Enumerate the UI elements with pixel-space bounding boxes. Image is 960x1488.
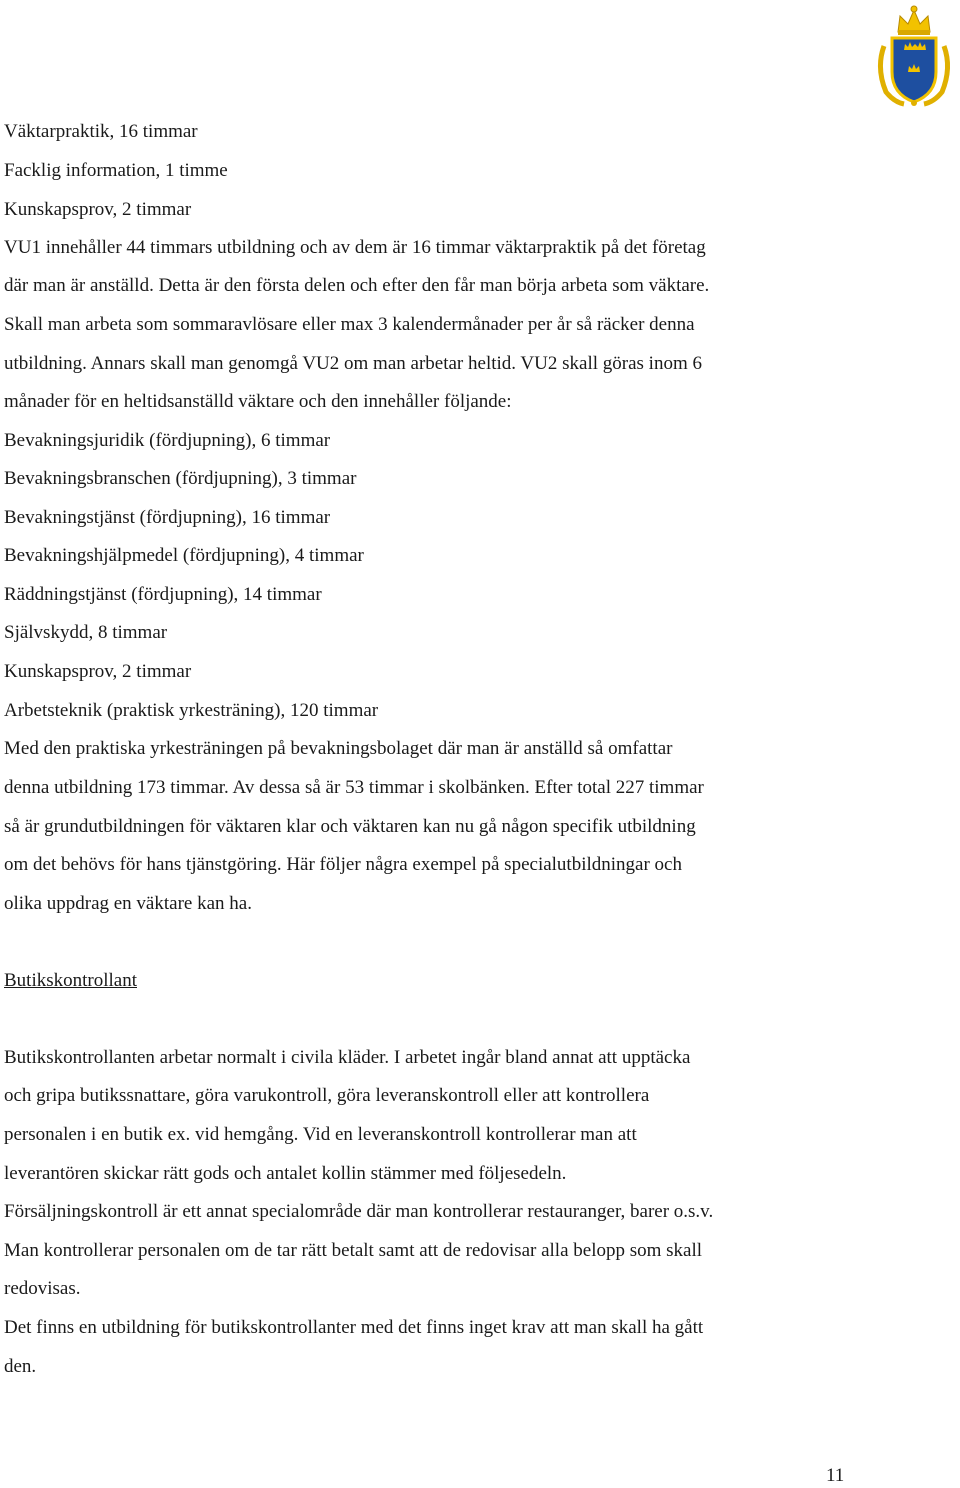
list-item: Självskydd, 8 timmar: [4, 622, 168, 643]
list-item: Bevakningsbranschen (fördjupning), 3 timmar: [4, 468, 357, 489]
paragraph-line: redovisas.: [4, 1278, 81, 1299]
paragraph-line: månader för en heltidsanställd väktare och den innehåller följande:: [4, 391, 512, 412]
list-item: Facklig information, 1 timme: [4, 160, 228, 181]
list-item: Kunskapsprov, 2 timmar: [4, 199, 192, 220]
paragraph-line: så är grundutbildningen för väktaren klar och väktaren kan nu gå någon specifik utbildning: [4, 816, 696, 837]
paragraph-line: Det finns en utbildning för butikskontrollanter med det finns inget krav att man skall ha gått: [4, 1317, 704, 1338]
paragraph-line: om det behövs för hans tjänstgöring. Här följer några exempel på specialutbildningar och: [4, 854, 682, 875]
paragraph-line: Man kontrollerar personalen om de tar rätt betalt samt att de redovisar alla belopp som skall: [4, 1240, 703, 1261]
paragraph-line: Försäljningskontroll är ett annat specialområde där man kontrollerar restauranger, barer o.s.v.: [4, 1201, 714, 1222]
paragraph-line: den.: [4, 1356, 37, 1377]
paragraph-line: Med den praktiska yrkesträningen på bevakningsbolaget där man är anställd så omfattar: [4, 738, 673, 759]
paragraph-line: Skall man arbeta som sommaravlösare eller max 3 kalendermånader per år så räcker denna: [4, 314, 695, 335]
swedish-coat-of-arms-icon: [872, 2, 956, 108]
list-item: Kunskapsprov, 2 timmar: [4, 661, 192, 682]
emblem: [872, 2, 956, 108]
list-item: Väktarpraktik, 16 timmar: [4, 121, 198, 142]
paragraph-line: leverantören skickar rätt gods och antalet kollin stämmer med följesedeln.: [4, 1163, 567, 1184]
paragraph-line: personalen i en butik ex. vid hemgång. Vid en leveranskontroll kontrollerar man att: [4, 1124, 637, 1145]
list-item: Arbetsteknik (praktisk yrkesträning), 120 timmar: [4, 700, 379, 721]
list-item: Bevakningshjälpmedel (fördjupning), 4 timmar: [4, 545, 364, 566]
list-item: Bevakningsjuridik (fördjupning), 6 timmar: [4, 430, 331, 451]
paragraph-line: och gripa butikssnattare, göra varukontroll, göra leveranskontroll eller att kontrollera: [4, 1085, 650, 1106]
section-heading: Butikskontrollant: [4, 970, 137, 991]
paragraph-line: denna utbildning 173 timmar. Av dessa så är 53 timmar i skolbänken. Efter total 227 timmar: [4, 777, 704, 798]
paragraph-line: där man är anställd. Detta är den första delen och efter den får man börja arbeta som väktare.: [4, 275, 710, 296]
paragraph-line: olika uppdrag en väktare kan ha.: [4, 893, 252, 914]
list-item: Bevakningstjänst (fördjupning), 16 timmar: [4, 507, 331, 528]
list-item: Räddningstjänst (fördjupning), 14 timmar: [4, 584, 322, 605]
paragraph-line: VU1 innehåller 44 timmars utbildning och av dem är 16 timmar väktarpraktik på det företag: [4, 237, 706, 258]
paragraph-line: utbildning. Annars skall man genomgå VU2 om man arbetar heltid. VU2 skall göras inom 6: [4, 353, 702, 374]
paragraph-line: Butikskontrollanten arbetar normalt i civila kläder. I arbetet ingår bland annat att upptäcka: [4, 1047, 691, 1068]
page-number: 11: [826, 1465, 845, 1486]
